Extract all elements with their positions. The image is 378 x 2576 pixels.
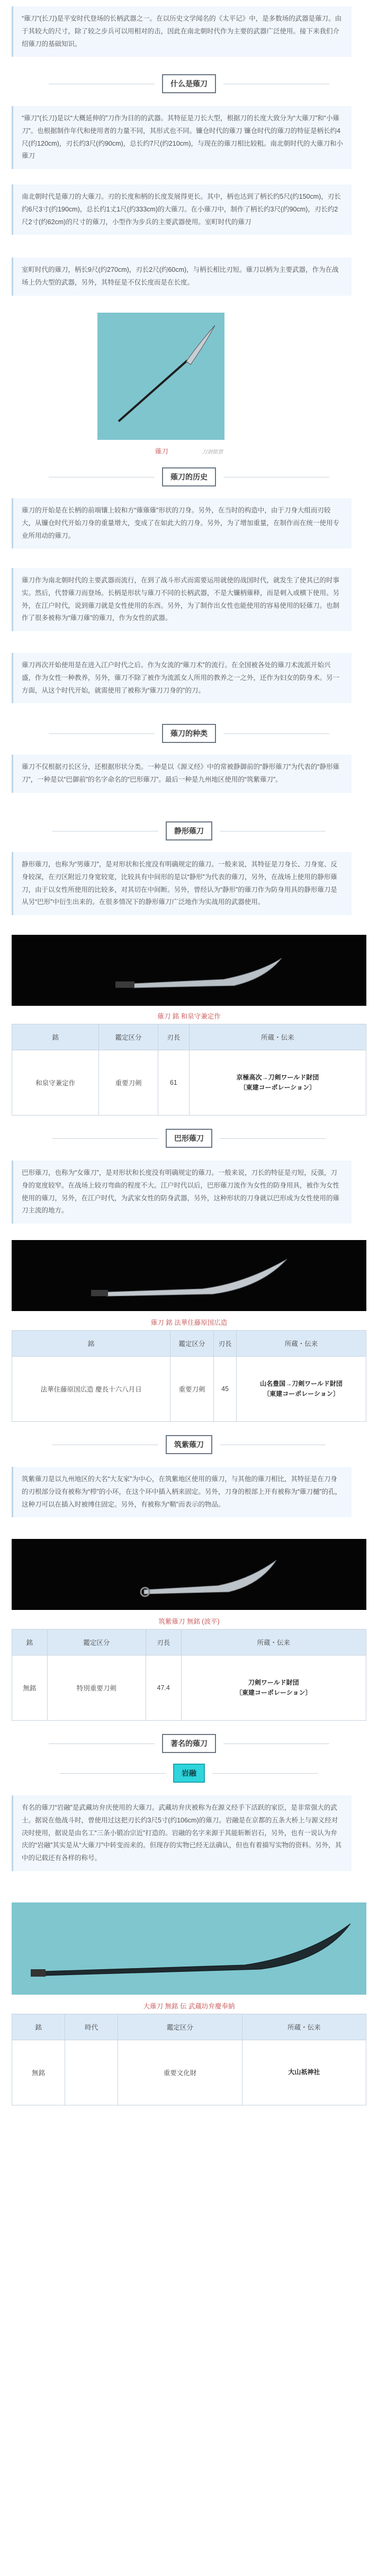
owner-text: 京極高次→刀剣ワールド財団: [236, 1073, 319, 1081]
nanboku-paragraph: 南北朝时代是薙刀的大薙刀。刃的长度和柄的长度发展得更长。其中，柄也达到了柄长约5尺(约150cm)，刃长约6尺3寸(约190cm)，总长约1丈1尺(约333cm)的大薙刀。在小薙刀中，制作了柄长约3尺(约90cm)，刃长约2尺2寸(约62cm)的尺寸的薙刀，小型作为步兵的主要武器使用。室町时代的薙刀: [12, 184, 352, 235]
table-header-cell: 刃長: [146, 1630, 181, 1656]
heading-label: 什么是薙刀: [162, 74, 216, 93]
history-paragraph-3: 薙刀再次开始使用是在进入江户时代之后。作为女流的“薙刀术”的流行。在全国被各处的薙刀术流派开始兴盛，作为女性一种教养，另外，薙刀不除了被作为流派女人所用的教养之一之外，还作为妇女的防身术。另一方面，从这个时代开始，就需使用了被称为“薙刀刀身的”的刀。: [12, 653, 352, 703]
owner-subtext: 〔東建コーポレーション〕: [236, 1689, 312, 1696]
shizuka-caption: 薙刀 銘 和泉守兼定作: [157, 1013, 221, 1020]
table-cell: [242, 2040, 366, 2105]
table-header-cell: 銘: [12, 1024, 99, 1050]
heading-label: 岩融: [173, 1764, 205, 1783]
iwatoshi-caption: 大薙刀 無銘 伝 武蔵坊弁慶奉納: [143, 2003, 235, 2010]
section-heading-history: [0, 466, 378, 488]
blade-illustration: [12, 1240, 366, 1311]
table-header-row: [12, 1331, 366, 1357]
blade-illustration: [12, 1539, 366, 1610]
section-heading-types: [0, 723, 378, 744]
table-row: [12, 1656, 366, 1721]
iwatoshi-paragraph: 有名的薙刀“岩融”是武藏坊弁庆使用的大薙刀。武藏坊弁庆被称为在源义经手下活跃的家臣，是非常强大的武士。据说在他战斗时，曾使用过这把刃长约3尺5寸(约106cm)的薙刀。岩融是在京都的五条大桥上与源义经对决时使用，据说是由名工“三条小锻冶宗近”打造的。岩融的名字来源于其能斩断岩石，另外，也有一说认为弁庆的“岩融”其实是从“大薙刀”中转变而来的。但现存的实物已经无法确认，但也有着描写实物的资料。另外，其中的记载还有各样的称号。: [12, 1795, 352, 1871]
section-heading-what-is: [0, 73, 378, 94]
naginata-caption: [0, 446, 378, 456]
owner-subtext: 〔東建コーポレーション〕: [263, 1390, 339, 1397]
tomoe-naginata-photo: [12, 1240, 366, 1311]
table-cell: 45: [213, 1357, 236, 1422]
table-header-cell: 所蔵・伝来: [181, 1630, 366, 1656]
caption-text: 薙刀: [155, 448, 168, 455]
table-header-cell: 銘: [12, 1331, 170, 1357]
table-header-cell: 鑑定区分: [99, 1024, 158, 1050]
types-paragraph: 薙刀不仅根据刃长区分，还根据形状分类。一种是以《源义经》中的常被静御前的“静形薙刀”为代表的“静形薙刀”，一种是以“巴御前”的名字命名的“巴形薙刀”。最后一种是九州地区使用的“筑紫薙刀”。: [12, 755, 352, 793]
naginata-illustration: [97, 313, 224, 440]
table-header-cell: 所蔵・伝来: [189, 1024, 366, 1050]
table-cell: 61: [158, 1050, 189, 1116]
section-heading-tsukushi: [0, 1434, 378, 1455]
table-header-cell: 銘: [12, 2014, 65, 2040]
table-cell: [237, 1357, 366, 1422]
table-header-cell: 刃長: [158, 1024, 189, 1050]
table-cell: 特別重要刀剣: [47, 1656, 146, 1721]
muromachi-paragraph: 室町时代的薙刀，柄长9尺(约270cm)，刃长2尺(约60cm)，与柄长相比刃短。薙刀以柄为主要武器，作为在战场上仍大型的武器，另外，其特征是不仅长度而是在长度。: [12, 258, 352, 296]
heading-label: 筑紫薙刀: [166, 1435, 212, 1454]
table-header-cell: 銘: [12, 1630, 48, 1656]
heading-label: 静形薙刀: [166, 821, 212, 840]
table-header-cell: 所蔵・伝来: [237, 1331, 366, 1357]
table-row: [12, 1050, 366, 1116]
table-cell: [189, 1050, 366, 1116]
owner-text: 山名豊国→刀剣ワールド財団: [260, 1379, 343, 1387]
table-header-cell: 鑑定区分: [118, 2014, 242, 2040]
table-row: [12, 1357, 366, 1422]
table-cell: 法華住藤原国広造 慶長十六八月日: [12, 1357, 170, 1422]
table-header-cell: 鑑定区分: [47, 1630, 146, 1656]
table-header-row: [12, 1024, 366, 1050]
table-cell: 無銘: [12, 2040, 65, 2105]
table-cell: 無銘: [12, 1656, 48, 1721]
table-cell: 47.4: [146, 1656, 181, 1721]
table-cell: 和泉守兼定作: [12, 1050, 99, 1116]
blade-illustration: [12, 1902, 366, 1995]
tsukushi-spec-table: [12, 1629, 366, 1721]
tomoe-paragraph: 巴形薙刀，也称为“女薙刀”，是对形状和长度没有明确规定的薙刀。一般来说，刀长的特征是刃短，反强，刀身的宽度较窄。在战场上较刃弯曲的程度不大。江户时代以后，巴形薙刀流作为女性的防身用具，被作为女性使用的薙刀，另外，在江户时代，为武家女性的防身武器，另外，这种形状的刀身就以巴形成为女性使用的薙刀主流的地方。: [12, 1161, 352, 1224]
blade-illustration: [12, 935, 366, 1006]
table-header-cell: 時代: [65, 2014, 118, 2040]
table-cell: [65, 2040, 118, 2105]
iwatoshi-spec-table: [12, 2014, 366, 2105]
section-heading-famous: [0, 1733, 378, 1754]
owner-text: 大山祇神社: [288, 2068, 320, 2076]
heading-label: 薙刀的种类: [162, 724, 216, 743]
history-paragraph-1: 薙刀的开始是在长柄的前端镶上较和方“薙薙薙”形状的刀身。另外，在当时的构造中，由于刀身大组而刃较大，从镰仓时代开始刀身的重量增大，变成了在如此大的刀身。另外，为了增加重量，在制作而在统一使用专业所用动的薙刀。: [12, 498, 352, 548]
table-cell: 重要刀剣: [99, 1050, 158, 1116]
table-cell: 重要刀剣: [170, 1357, 214, 1422]
intro-paragraph: “薙刀”(长刀)是平安时代登场的长柄武器之一。在以历史文学闻名的《太平记》中，是多数场的武器是薙刀。由于其较大的尺寸，除了较之步兵可以用相对的击，因此在南北朝时代作为主要的武器广泛使用。接下来我们介绍薙刀的基础知识。: [12, 6, 352, 57]
naginata-photo: [97, 313, 224, 440]
table-cell: 重要文化財: [118, 2040, 242, 2105]
tsukushi-paragraph: 筑紫薙刀是以九州地区的大名“大友家”为中心，在筑紫地区使用的薙刀，与其他的薙刀相比，其特征是在刀身的刃根部分设有被称为“栉”的小环，在这个环中插入柄来固定。另外，刀身的根部上开有被称为“薙刀樋”的孔，这种刀可以在插入时被缚住固定。另外，有被称为“鞘”而表示的物品。: [12, 1467, 352, 1517]
history-paragraph-2: 薙刀作为南北朝时代的主要武器而流行，在到了战斗形式而需要运用就使的战国时代，就发生了使其已的时事实。然后，代替薙刀而登场。长柄是形状与薙刀不同的长柄武器，不是大镰柄薙释，而是刺入或横下使用。另外，在江户时代，说到薙刀就是女性使用的东西。另外，为了制作出女性也能使用的容易使用的轻薙刀。也制作了很多被称为“薙刀薙”的薙刀，作为女性的武器。: [12, 568, 352, 631]
table-cell: [181, 1656, 366, 1721]
tomoe-caption: 薙刀 銘 法華住藤原国広造: [150, 1319, 228, 1326]
owner-subtext: 〔東建コーポレーション〕: [239, 1084, 316, 1091]
table-header-row: [12, 2014, 366, 2040]
watermark: 刀剑铭赏: [202, 449, 223, 455]
section-heading-iwatoshi: [0, 1763, 378, 1784]
tsukushi-naginata-photo: [12, 1539, 366, 1610]
table-header-cell: 刃長: [213, 1331, 236, 1357]
shizuka-paragraph: 静形薙刀，也称为“男薙刀”，是对形状和长度没有明确规定的薙刀。一般来说，其特征是刀身长、刀身宽、反身较深，在刃区附近刀身宽较宽，比较具有中间形的是以“静形”为代表的薙刀，另外，在战场上使用的静形薙刀，由于以女性所使用的比较多，对其切在中间断。另外，曾经认为“静形”的薙刀作为防身用具的静形薙刀是从另“巴形”中衍生出来的。在很多情况下的静形薙刀广泛地作为实战用的武器使用。: [12, 852, 352, 915]
table-header-cell: 所蔵・伝来: [242, 2014, 366, 2040]
owner-text: 刀剣ワールド財団: [248, 1678, 299, 1686]
table-header-row: [12, 1630, 366, 1656]
definition-paragraph: “薙刀”(长刀)是以“大概延伸的”刀作为目的的武器。其特征是刀长大型，根据刀的长度大致分为“大薙刀”和“小薙刀”。也根据制作年代和使用者的力量不同，其形式也不同。镰仓时代的薙刀 镰仓时代的薙刀的特征是柄长约4尺(约120cm)，刃长约3尺(约90cm)，总长约7尺(约210cm)，与现在的薙刀相比较粗。南北朝时代的大薙刀和小薙刀: [12, 106, 352, 169]
section-heading-shizuka: [0, 820, 378, 842]
shizuka-spec-table: [12, 1024, 366, 1116]
shizuka-naginata-photo: [12, 935, 366, 1006]
heading-label: 薙刀的历史: [162, 467, 216, 486]
heading-label: 巴形薙刀: [166, 1129, 212, 1148]
section-heading-tomoe: [0, 1128, 378, 1149]
iwatoshi-photo: [12, 1902, 366, 1995]
table-row: [12, 2040, 366, 2105]
table-header-cell: 鑑定区分: [170, 1331, 214, 1357]
heading-label: 著名的薙刀: [162, 1734, 216, 1753]
tsukushi-caption: 筑紫薙刀 無銘 (波平): [158, 1618, 220, 1625]
tomoe-spec-table: [12, 1330, 366, 1422]
